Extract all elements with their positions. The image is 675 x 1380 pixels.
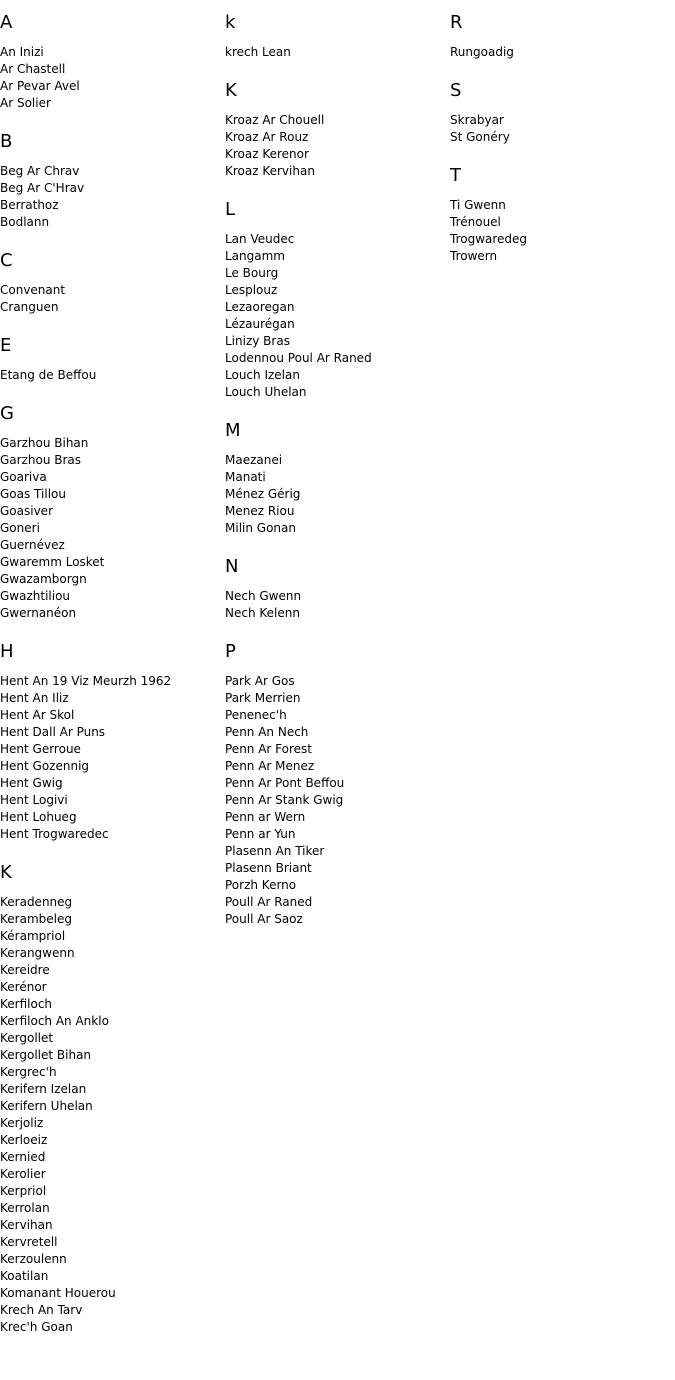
place-list: [225, 452, 450, 537]
place-link[interactable]: Koatilan: [0, 1269, 49, 1283]
place-link[interactable]: Lézaurégan: [225, 317, 295, 331]
place-link[interactable]: Krec'h Goan: [0, 1320, 73, 1334]
place-link[interactable]: Bodlann: [0, 215, 50, 229]
place-list: [0, 44, 225, 112]
place-link[interactable]: Kerrolan: [0, 1201, 50, 1215]
place-list: [450, 44, 675, 61]
place-link[interactable]: Kerambeleg: [0, 912, 72, 926]
section-letter-heading: E: [0, 335, 12, 356]
place-link[interactable]: Ti Gwenn: [450, 198, 506, 212]
place-link[interactable]: Plasenn An Tiker: [225, 844, 325, 858]
place-link[interactable]: Trogwaredeg: [450, 232, 528, 246]
column-1: [0, 9, 225, 1352]
place-link[interactable]: Garzhou Bihan: [0, 436, 89, 450]
place-link[interactable]: Cranguen: [0, 300, 59, 314]
place-link[interactable]: Rungoadig: [450, 45, 514, 59]
place-link[interactable]: Kereidre: [0, 963, 50, 977]
place-link[interactable]: Ménez Gérig: [225, 487, 301, 501]
place-link[interactable]: Nech Kelenn: [225, 606, 300, 620]
place-link[interactable]: Ar Pevar Avel: [0, 79, 80, 93]
place-link[interactable]: Kerfiloch: [0, 997, 53, 1011]
place-link[interactable]: Kroaz Kervihan: [225, 164, 315, 178]
section-letter-heading: M: [225, 420, 241, 441]
place-link[interactable]: Trowern: [450, 249, 498, 263]
place-link[interactable]: Kergollet: [0, 1031, 54, 1045]
place-link[interactable]: Hent Gozennig: [0, 759, 90, 773]
place-link[interactable]: Lodennou Poul Ar Raned: [225, 351, 372, 365]
place-link[interactable]: Park Merrien: [225, 691, 301, 705]
section-letter-heading: G: [0, 403, 14, 424]
section-letter-heading: N: [225, 556, 239, 577]
section-letter-heading: k: [225, 12, 236, 33]
place-link[interactable]: Manati: [225, 470, 266, 484]
place-link[interactable]: Hent Ar Skol: [0, 708, 75, 722]
place-list: [0, 367, 225, 384]
place-list: [0, 673, 225, 843]
letter-group-R: [450, 9, 675, 61]
place-link[interactable]: Hent An 19 Viz Meurzh 1962: [0, 674, 172, 688]
place-link[interactable]: Langamm: [225, 249, 285, 263]
place-link[interactable]: Penn Ar Menez: [225, 759, 315, 773]
letter-group-M: [225, 417, 450, 537]
place-link[interactable]: Louch Uhelan: [225, 385, 307, 399]
place-link[interactable]: Park Ar Gos: [225, 674, 295, 688]
place-list: [450, 112, 675, 146]
place-link[interactable]: Lesplouz: [225, 283, 278, 297]
place-link[interactable]: Penn Ar Stank Gwig: [225, 793, 344, 807]
place-link[interactable]: Keradenneg: [0, 895, 73, 909]
place-link[interactable]: Krech An Tarv: [0, 1303, 83, 1317]
place-list: [0, 282, 225, 316]
section-letter-heading: C: [0, 250, 13, 271]
section-letter-heading: R: [450, 12, 463, 33]
column-3: [450, 9, 675, 281]
place-link[interactable]: Kerzoulenn: [0, 1252, 67, 1266]
place-link[interactable]: Garzhou Bras: [0, 453, 82, 467]
place-link[interactable]: Penn Ar Pont Beffou: [225, 776, 345, 790]
place-link[interactable]: Le Bourg: [225, 266, 279, 280]
place-link[interactable]: St Gonéry: [450, 130, 510, 144]
letter-group-k: [225, 9, 450, 61]
place-link[interactable]: Penn Ar Forest: [225, 742, 312, 756]
place-link[interactable]: Hent Logivi: [0, 793, 68, 807]
place-link[interactable]: Hent Lohueg: [0, 810, 77, 824]
place-link[interactable]: Nech Gwenn: [225, 589, 302, 603]
place-list: [225, 44, 450, 61]
place-link[interactable]: Kergollet Bihan: [0, 1048, 92, 1062]
place-link[interactable]: Hent Gerroue: [0, 742, 81, 756]
place-link[interactable]: Goas Tillou: [0, 487, 66, 501]
place-link[interactable]: Hent Dall Ar Puns: [0, 725, 106, 739]
place-link[interactable]: Etang de Beffou: [0, 368, 97, 382]
place-link[interactable]: Guernévez: [0, 538, 65, 552]
letter-group-E: [0, 332, 225, 384]
place-link[interactable]: Menez Riou: [225, 504, 295, 518]
letter-group-K: [225, 77, 450, 180]
place-link[interactable]: Kernied: [0, 1150, 46, 1164]
place-link[interactable]: Kroaz Ar Chouell: [225, 113, 325, 127]
section-letter-heading: T: [450, 165, 461, 186]
place-link[interactable]: Lezaoregan: [225, 300, 295, 314]
letter-group-P: [225, 638, 450, 928]
place-link[interactable]: Kerloeiz: [0, 1133, 48, 1147]
place-link[interactable]: Goneri: [0, 521, 40, 535]
place-link[interactable]: Gwernanéon: [0, 606, 77, 620]
place-list: [0, 894, 225, 1336]
place-link[interactable]: Penn ar Yun: [225, 827, 296, 841]
section-letter-heading: K: [225, 80, 237, 101]
place-link[interactable]: Goariva: [0, 470, 47, 484]
place-link[interactable]: Kerangwenn: [0, 946, 75, 960]
place-link[interactable]: Hent Gwig: [0, 776, 63, 790]
place-link[interactable]: Kroaz Ar Rouz: [225, 130, 309, 144]
place-link[interactable]: Gwaremm Losket: [0, 555, 105, 569]
place-link[interactable]: krech Lean: [225, 45, 291, 59]
place-link[interactable]: Hent An Iliz: [0, 691, 69, 705]
section-letter-heading: K: [0, 862, 12, 883]
place-list: [0, 163, 225, 231]
place-link[interactable]: Hent Trogwaredec: [0, 827, 109, 841]
place-link[interactable]: An Inizi: [0, 45, 44, 59]
place-link[interactable]: Kerjoliz: [0, 1116, 44, 1130]
letter-group-S: [450, 77, 675, 146]
place-link[interactable]: Convenant: [0, 283, 66, 297]
letter-group-G: [0, 400, 225, 622]
place-link[interactable]: Komanant Houerou: [0, 1286, 116, 1300]
place-link[interactable]: Kervihan: [0, 1218, 53, 1232]
place-list: [225, 588, 450, 622]
place-link[interactable]: Penn ar Wern: [225, 810, 306, 824]
place-link[interactable]: Beg Ar Chrav: [0, 164, 80, 178]
place-link[interactable]: Poull Ar Raned: [225, 895, 313, 909]
section-letter-heading: A: [0, 12, 13, 33]
place-link[interactable]: Goasiver: [0, 504, 53, 518]
letter-group-K: [0, 859, 225, 1336]
section-letter-heading: S: [450, 80, 462, 101]
letter-group-A: [0, 9, 225, 112]
letter-group-N: [225, 553, 450, 622]
place-link[interactable]: Milin Gonan: [225, 521, 296, 535]
place-link[interactable]: Ar Chastell: [0, 62, 66, 76]
place-link[interactable]: Kérampriol: [0, 929, 66, 943]
place-link[interactable]: Lan Veudec: [225, 232, 295, 246]
place-link[interactable]: Linizy Bras: [225, 334, 290, 348]
section-letter-heading: B: [0, 131, 13, 152]
place-link[interactable]: Maezanei: [225, 453, 283, 467]
place-link[interactable]: Kerfiloch An Anklo: [0, 1014, 109, 1028]
letter-group-T: [450, 162, 675, 265]
place-link[interactable]: Gwazamborgn: [0, 572, 87, 586]
place-list: [225, 112, 450, 180]
letter-group-C: [0, 247, 225, 316]
place-list: [0, 435, 225, 622]
place-list: [450, 197, 675, 265]
place-link[interactable]: Gwazhtiliou: [0, 589, 71, 603]
place-link[interactable]: Ar Solier: [0, 96, 51, 110]
place-link[interactable]: Plasenn Briant: [225, 861, 312, 875]
place-link[interactable]: Kerifern Uhelan: [0, 1099, 93, 1113]
place-link[interactable]: Skrabyar: [450, 113, 504, 127]
section-letter-heading: L: [225, 199, 236, 220]
place-list: [225, 231, 450, 401]
letter-group-L: [225, 196, 450, 401]
place-link[interactable]: Kroaz Kerenor: [225, 147, 309, 161]
place-link[interactable]: Berrathoz: [0, 198, 59, 212]
place-list: [225, 673, 450, 928]
place-link[interactable]: Porzh Kerno: [225, 878, 297, 892]
section-letter-heading: P: [225, 641, 236, 662]
column-2: [225, 9, 450, 944]
place-link[interactable]: Penenec'h: [225, 708, 287, 722]
place-link[interactable]: Kerpriol: [0, 1184, 47, 1198]
place-link[interactable]: Poull Ar Saoz: [225, 912, 303, 926]
place-link[interactable]: Louch Izelan: [225, 368, 300, 382]
place-link[interactable]: Trénouel: [450, 215, 501, 229]
letter-group-H: [0, 638, 225, 843]
section-letter-heading: H: [0, 641, 14, 662]
place-link[interactable]: Beg Ar C'Hrav: [0, 181, 85, 195]
place-link[interactable]: Kerifern Izelan: [0, 1082, 87, 1096]
place-link[interactable]: Kervretell: [0, 1235, 58, 1249]
place-link[interactable]: Kerénor: [0, 980, 47, 994]
place-link[interactable]: Penn An Nech: [225, 725, 309, 739]
place-link[interactable]: Kerolier: [0, 1167, 46, 1181]
letter-group-B: [0, 128, 225, 231]
place-link[interactable]: Kergrec'h: [0, 1065, 57, 1079]
